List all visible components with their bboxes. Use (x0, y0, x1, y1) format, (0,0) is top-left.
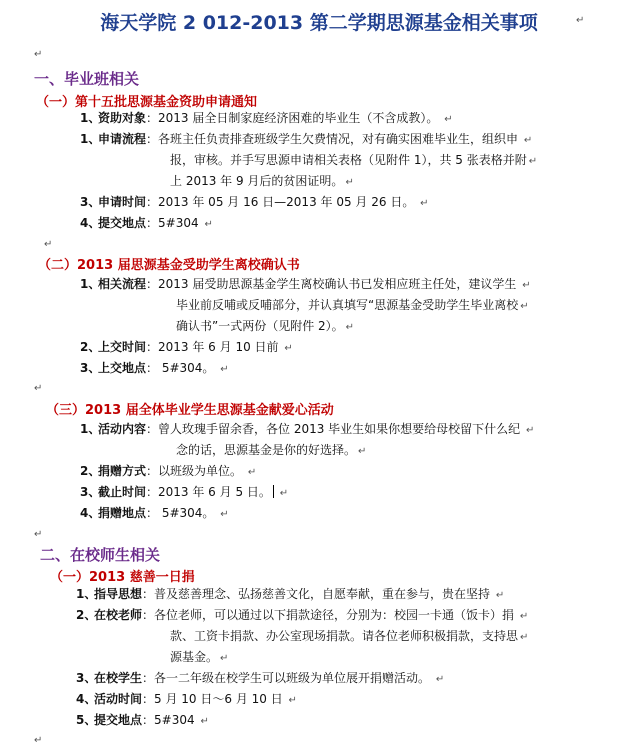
paragraph-mark: ↵ (34, 735, 43, 746)
paragraph-mark: ↵ (200, 716, 209, 727)
section-2-heading: 二、在校师生相关 (40, 546, 161, 564)
item-related-process (80, 274, 531, 296)
item-number: 5、 (76, 713, 97, 727)
item-students (76, 668, 444, 690)
item-label: 相关流程 (98, 277, 147, 291)
item-text: ：5#304 (146, 216, 199, 230)
item-label: 指导思想 (94, 587, 143, 601)
item-funding-target (80, 108, 453, 130)
item-text: ：2013 届全日制家庭经济困难的毕业生（不含成教）。 (146, 111, 439, 125)
item-submit-location (80, 213, 213, 235)
paragraph-mark: ↵ (220, 653, 229, 664)
paragraph-mark: ↵ (526, 425, 535, 436)
paragraph-mark: ↵ (345, 322, 355, 333)
item-number: 2、 (76, 608, 97, 622)
paragraph-mark: ↵ (358, 446, 367, 457)
item-label: 活动时间 (94, 692, 143, 706)
item-text-continued: 款、工资卡捐款、办公室现场捐款。请各位老师积极捐款，支持思 ↵ (170, 629, 529, 643)
item-number: 3、 (80, 361, 101, 375)
paragraph-mark: ↵ (444, 114, 453, 125)
item-application-process (80, 129, 532, 151)
item-text: ：2013 年 6 月 10 日前 (146, 340, 279, 354)
paragraph-mark: ↵ (220, 509, 229, 520)
item-label: 捐赠方式 (98, 464, 147, 478)
item-number: 4、 (76, 692, 97, 706)
item-text: ： 5#304。 (146, 361, 215, 375)
item-number: 3、 (80, 195, 101, 209)
paragraph-mark: ↵ (435, 674, 445, 685)
sub-3-heading-text: （三）2013 届全体毕业学生思源基金献爱心活动 (46, 403, 334, 418)
text-cursor (273, 485, 274, 498)
item-number: 4、 (80, 216, 101, 230)
sec2-sub-1-heading (50, 566, 195, 585)
item-text-continued: 念的话，思源基金是你的好选择。 ↵ (176, 443, 367, 457)
item-label: 活动内容 (98, 422, 147, 436)
item-text-continued: 源基金。 ↵ (170, 650, 229, 664)
item-label: 资助对象 (98, 111, 147, 125)
item-number: 1、 (80, 132, 101, 146)
item-text-continued: 毕业前反哺或反哺部分，并认真填写“思源基金受助学生毕业离校 ↵ (176, 298, 529, 312)
paragraph-mark: ↵ (495, 590, 505, 601)
item-number: 2、 (80, 340, 101, 354)
item-text-continued: 上 2013 年 9 月后的贫困证明。 ↵ (170, 174, 354, 188)
item-text: ：各一二年级在校学生可以班级为单位展开捐赠活动。 (142, 671, 431, 685)
document-title: 海天学院 2 012-2013 第二学期思源基金相关事项 (100, 12, 538, 34)
paragraph-mark: ↵ (279, 488, 289, 499)
item-guiding-principle (76, 584, 504, 606)
item-label: 上交时间 (98, 340, 147, 354)
item-number: 3、 (80, 485, 101, 499)
item-handin-location (80, 358, 229, 380)
item-label: 捐赠地点 (98, 506, 147, 520)
sub-2-heading-text: （二）2013 届思源基金受助学生离校确认书 (38, 258, 300, 273)
item-number: 1、 (76, 587, 97, 601)
item-label: 在校学生 (94, 671, 143, 685)
paragraph-mark: ↵ (220, 364, 229, 375)
item-text: ：2013 届受助思源基金学生离校确认书已发相应班主任处，建议学生 (146, 277, 517, 291)
item-submit-location-2 (76, 710, 209, 732)
item-text: ：2013 年 6 月 5 日。 (146, 485, 271, 499)
item-label: 上交地点 (98, 361, 147, 375)
item-label: 截止时间 (98, 485, 147, 499)
section-1-heading: 一、毕业班相关 (34, 70, 140, 88)
item-text: ：5 月 10 日～6 月 10 日 (142, 692, 283, 706)
paragraph-mark: ↵ (288, 695, 297, 706)
paragraph-mark: ↵ (34, 529, 43, 540)
item-label: 申请时间 (98, 195, 147, 209)
paragraph-mark: ↵ (345, 177, 354, 188)
paragraph-mark: ↵ (44, 239, 53, 250)
item-deadline (80, 482, 288, 504)
item-text: ：以班级为单位。 (146, 464, 243, 478)
item-text: ：2013 年 05 月 16 日—2013 年 05 月 26 日。 (146, 195, 415, 209)
item-number: 2、 (80, 464, 101, 478)
paragraph-mark: ↵ (34, 383, 43, 394)
paragraph-mark: ↵ (576, 15, 585, 26)
paragraph-mark: ↵ (528, 156, 538, 167)
item-text-continued: 确认书”一式两份（见附件 2）。 ↵ (176, 319, 355, 333)
item-label: 提交地点 (94, 713, 143, 727)
item-number: 1、 (80, 277, 101, 291)
item-label: 申请流程 (98, 132, 147, 146)
item-application-time (80, 192, 429, 214)
item-label: 提交地点 (98, 216, 147, 230)
sec2-sub-1-heading-text: （一）2013 慈善一日捐 (50, 570, 195, 585)
item-text: ： 5#304。 (146, 506, 215, 520)
paragraph-mark: ↵ (519, 611, 529, 622)
item-number: 4、 (80, 506, 101, 520)
item-text: ：曾人玫瑰手留余香，各位 2013 毕业生如果你想要给母校留下什么纪 (146, 422, 521, 436)
paragraph-mark: ↵ (520, 301, 529, 312)
sub-2-heading (38, 254, 300, 273)
paragraph-mark: ↵ (522, 280, 531, 291)
item-text-continued: 报，审核。并手写思源申请相关表格（见附件 1），共 5 张表格并附 ↵ (170, 153, 538, 167)
item-text: ：各位老师，可以通过以下捐款途径，分别为：校园一卡通（饭卡）捐 (142, 608, 515, 622)
sub-1-heading-text: （一）第十五批思源基金资助申请通知 (36, 95, 258, 110)
item-text: ：普及慈善理念、弘扬慈善文化，自愿奉献，重在参与，贵在坚持 (142, 587, 491, 601)
item-label: 在校老师 (94, 608, 143, 622)
paragraph-mark: ↵ (204, 219, 213, 230)
item-donation-location (80, 503, 229, 525)
item-handin-time (80, 337, 293, 359)
paragraph-mark: ↵ (420, 198, 429, 209)
item-activity-time (76, 689, 297, 711)
paragraph-mark: ↵ (284, 343, 293, 354)
item-text: ：各班主任负责排查班级学生欠费情况，对有确实困难毕业生，组织申 (146, 132, 519, 146)
paragraph-mark: ↵ (34, 49, 43, 60)
item-number: 1、 (80, 422, 101, 436)
paragraph-mark: ↵ (247, 467, 257, 478)
item-activity-content (80, 419, 534, 441)
item-number: 3、 (76, 671, 97, 685)
item-donation-method (80, 461, 256, 483)
item-text: ：5#304 (142, 713, 195, 727)
paragraph-mark: ↵ (520, 632, 529, 643)
item-teachers (76, 605, 528, 627)
item-number: 1、 (80, 111, 101, 125)
paragraph-mark: ↵ (523, 135, 533, 146)
sub-3-heading (46, 399, 334, 418)
